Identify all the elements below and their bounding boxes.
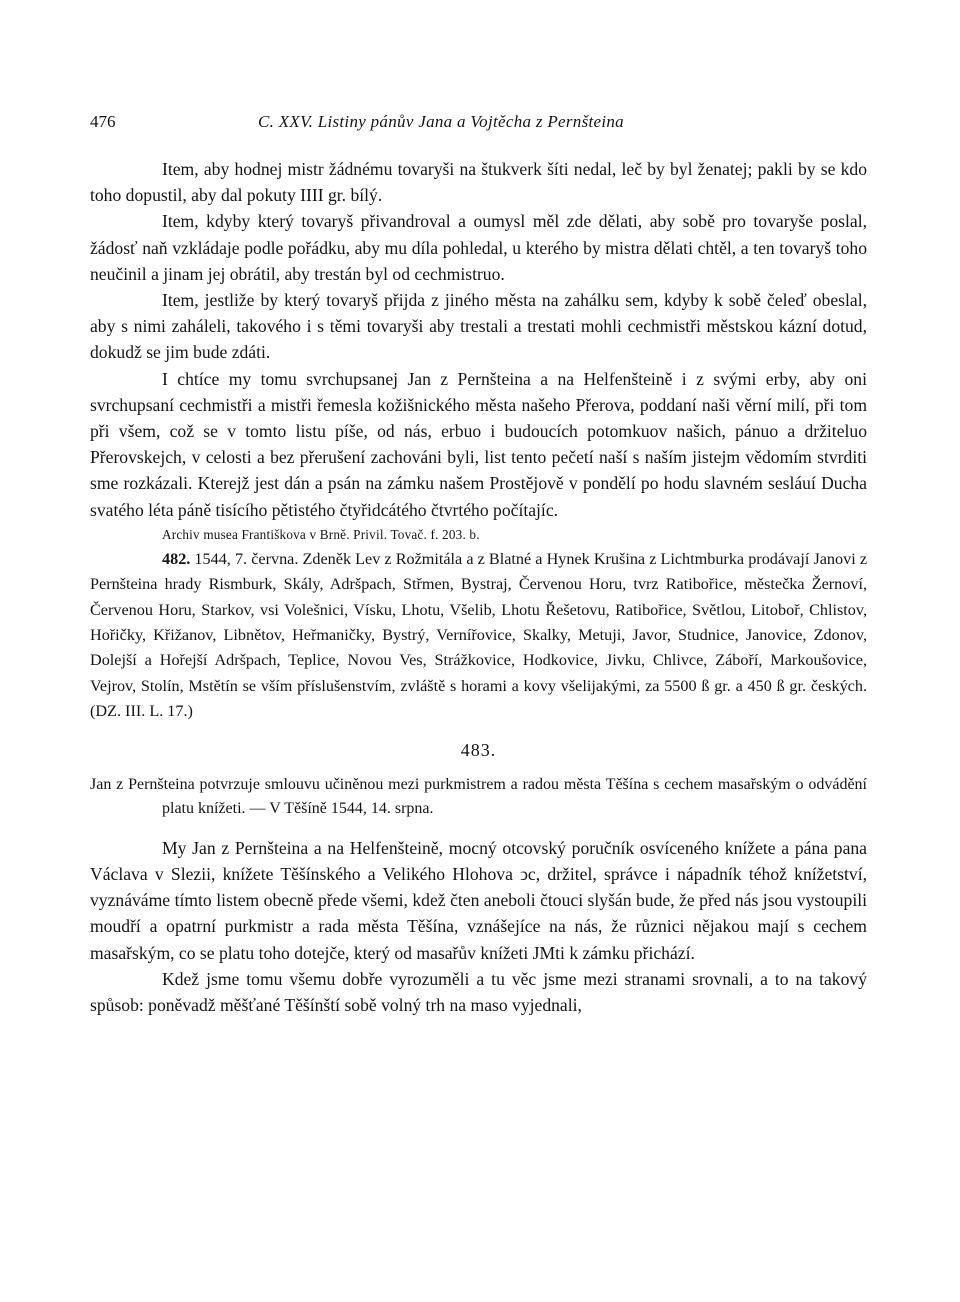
regest-text: 1544, 7. června. Zdeněk Lev z Rožmitála a z Blatné a Hynek Krušina z Lichtmburka prodávají Janovi z Pernšteina hrady Rismburk, Skály, Adršpach, Střmen, Bystraj, Červenou Horu, tvrz Ratibořice, městečka Žernoví, Červenou Horu, Starkov, vsi Volešnici, Vísku, Lhotu, Všelib, Lhotu Řešetovu, Ratibořice, Světlou, Litoboř, Chlistov, Hořičky, Křižanov, Libnětov, Heřmaničky, Bystrý, Vernířovice, Skalky, Metuji, Javor, Studnice, Janovice, Zdonov, Dolejší a Hořejší Adršpach, Teplice, Novou Ves, Strážkovice, Hodkovice, Jivku, Chlivce, Záboří, Markoušovice, Vejrov, Stolín, Mstětín se vším příslušenstvím, zvláště s horami a kovy všelijakými, za 5500 ß gr. a 450 ß gr. českých. (DZ. III. L. 17.) (90, 549, 867, 721)
document-page (90, 112, 867, 1018)
paragraph: Item, jestliže by který tovaryš přijda z jiného města na zahálku sem, kdyby k sobě čeleď obeslal, aby s nimi zaháleli, takového i s těmi tovaryši aby trestali a trestati mohli cechmistři městskou kázní dotud, dokudž se jim bude zdáti. (90, 290, 867, 363)
document-number: 483. (460, 739, 497, 760)
paragraph: I chtíce my tomu svrchupsanej Jan z Pernšteina a na Helfenšteině i z svými erby, aby oni svrchupsaní cechmistři a mistři řemesla kožišnického města našeho Přerova, poddaní naši věrní milí, při tom při všem, což se v tomto listu píše, od nás, erbuo i budoucích potomkuov našich, pánuo a držiteluo Přerovskejch, v celosti a bez přerušení zachováni byli, list tento pečetí naší s naším jistejm vědomím stvrditi sme rozkázali. Kterejž jest dán a psán na zámku našem Prostějově v pondělí po hodu slavném sesláuí Ducha svatého léta páně tisícího pětistého čtyřidcátého čtvrtého počítajíc. (90, 368, 867, 520)
document-summary: Jan z Pernšteina potvrzuje smlouvu učiněnou mezi purkmistrem a radou města Těšína s cechem masařským o odvádění platu knížeti. — V Těšíně 1544, 14. srpna. (90, 775, 867, 817)
paragraph: Item, aby hodnej mistr žádnému tovaryši na štukverk šíti nedal, leč by byl ženatej; pakli by se kdo toho dopustil, aby dal pokuty IIII gr. bílý. (90, 159, 867, 206)
regest-482 (90, 547, 867, 725)
page-number: 476 (90, 112, 116, 131)
paragraph: Kdež jsme tomu všemu dobře vyrozuměli a tu věc jsme mezi stranami srovnali, a to na takový spůsob: poněvadž měšťané Těšínští sobě volný trh na maso vyjednali, (90, 968, 867, 1015)
running-head: C. XXV. Listiny pánův Jana a Vojtěcha z Pernšteina (258, 112, 624, 131)
paragraph: My Jan z Pernšteina a na Helfenšteině, mocný otcovský poručník osvíceného knížete a pána pana Václava v Slezii, knížete Těšínského a Velikého Hlohova ͻc, držitel, správce i nápadník téhož knížetství, vyznáváme tímto listem obecně přede všemi, kdež čten aneboli čtouci slyšán bude, že před nás jsou vystoupili moudří a opatrní purkmistr a rada města Těšína, vznášejíce na nás, že různici nějakou mají s cechem masařským, co se platu toho dotejče, který od masařův knížeti JMti k zámku přichází. (90, 837, 867, 963)
regest-number: 482. (162, 549, 191, 568)
page-header (90, 112, 867, 142)
archive-note: Archiv musea Františkova v Brně. Privil. Tovač. f. 203. b. (162, 526, 480, 542)
paragraph: Item, kdyby který tovaryš přivandroval a oumysl měl zde dělati, aby sobě pro tovaryše poslal, žádosť naň vzkládaje podle pořádku, aby mu díla pohledal, u kterého by mistra dělati chtěl, a ten tovaryš toho neučinil a jinam jej obrátil, aby trestán byl od cechmistruo. (90, 211, 867, 284)
